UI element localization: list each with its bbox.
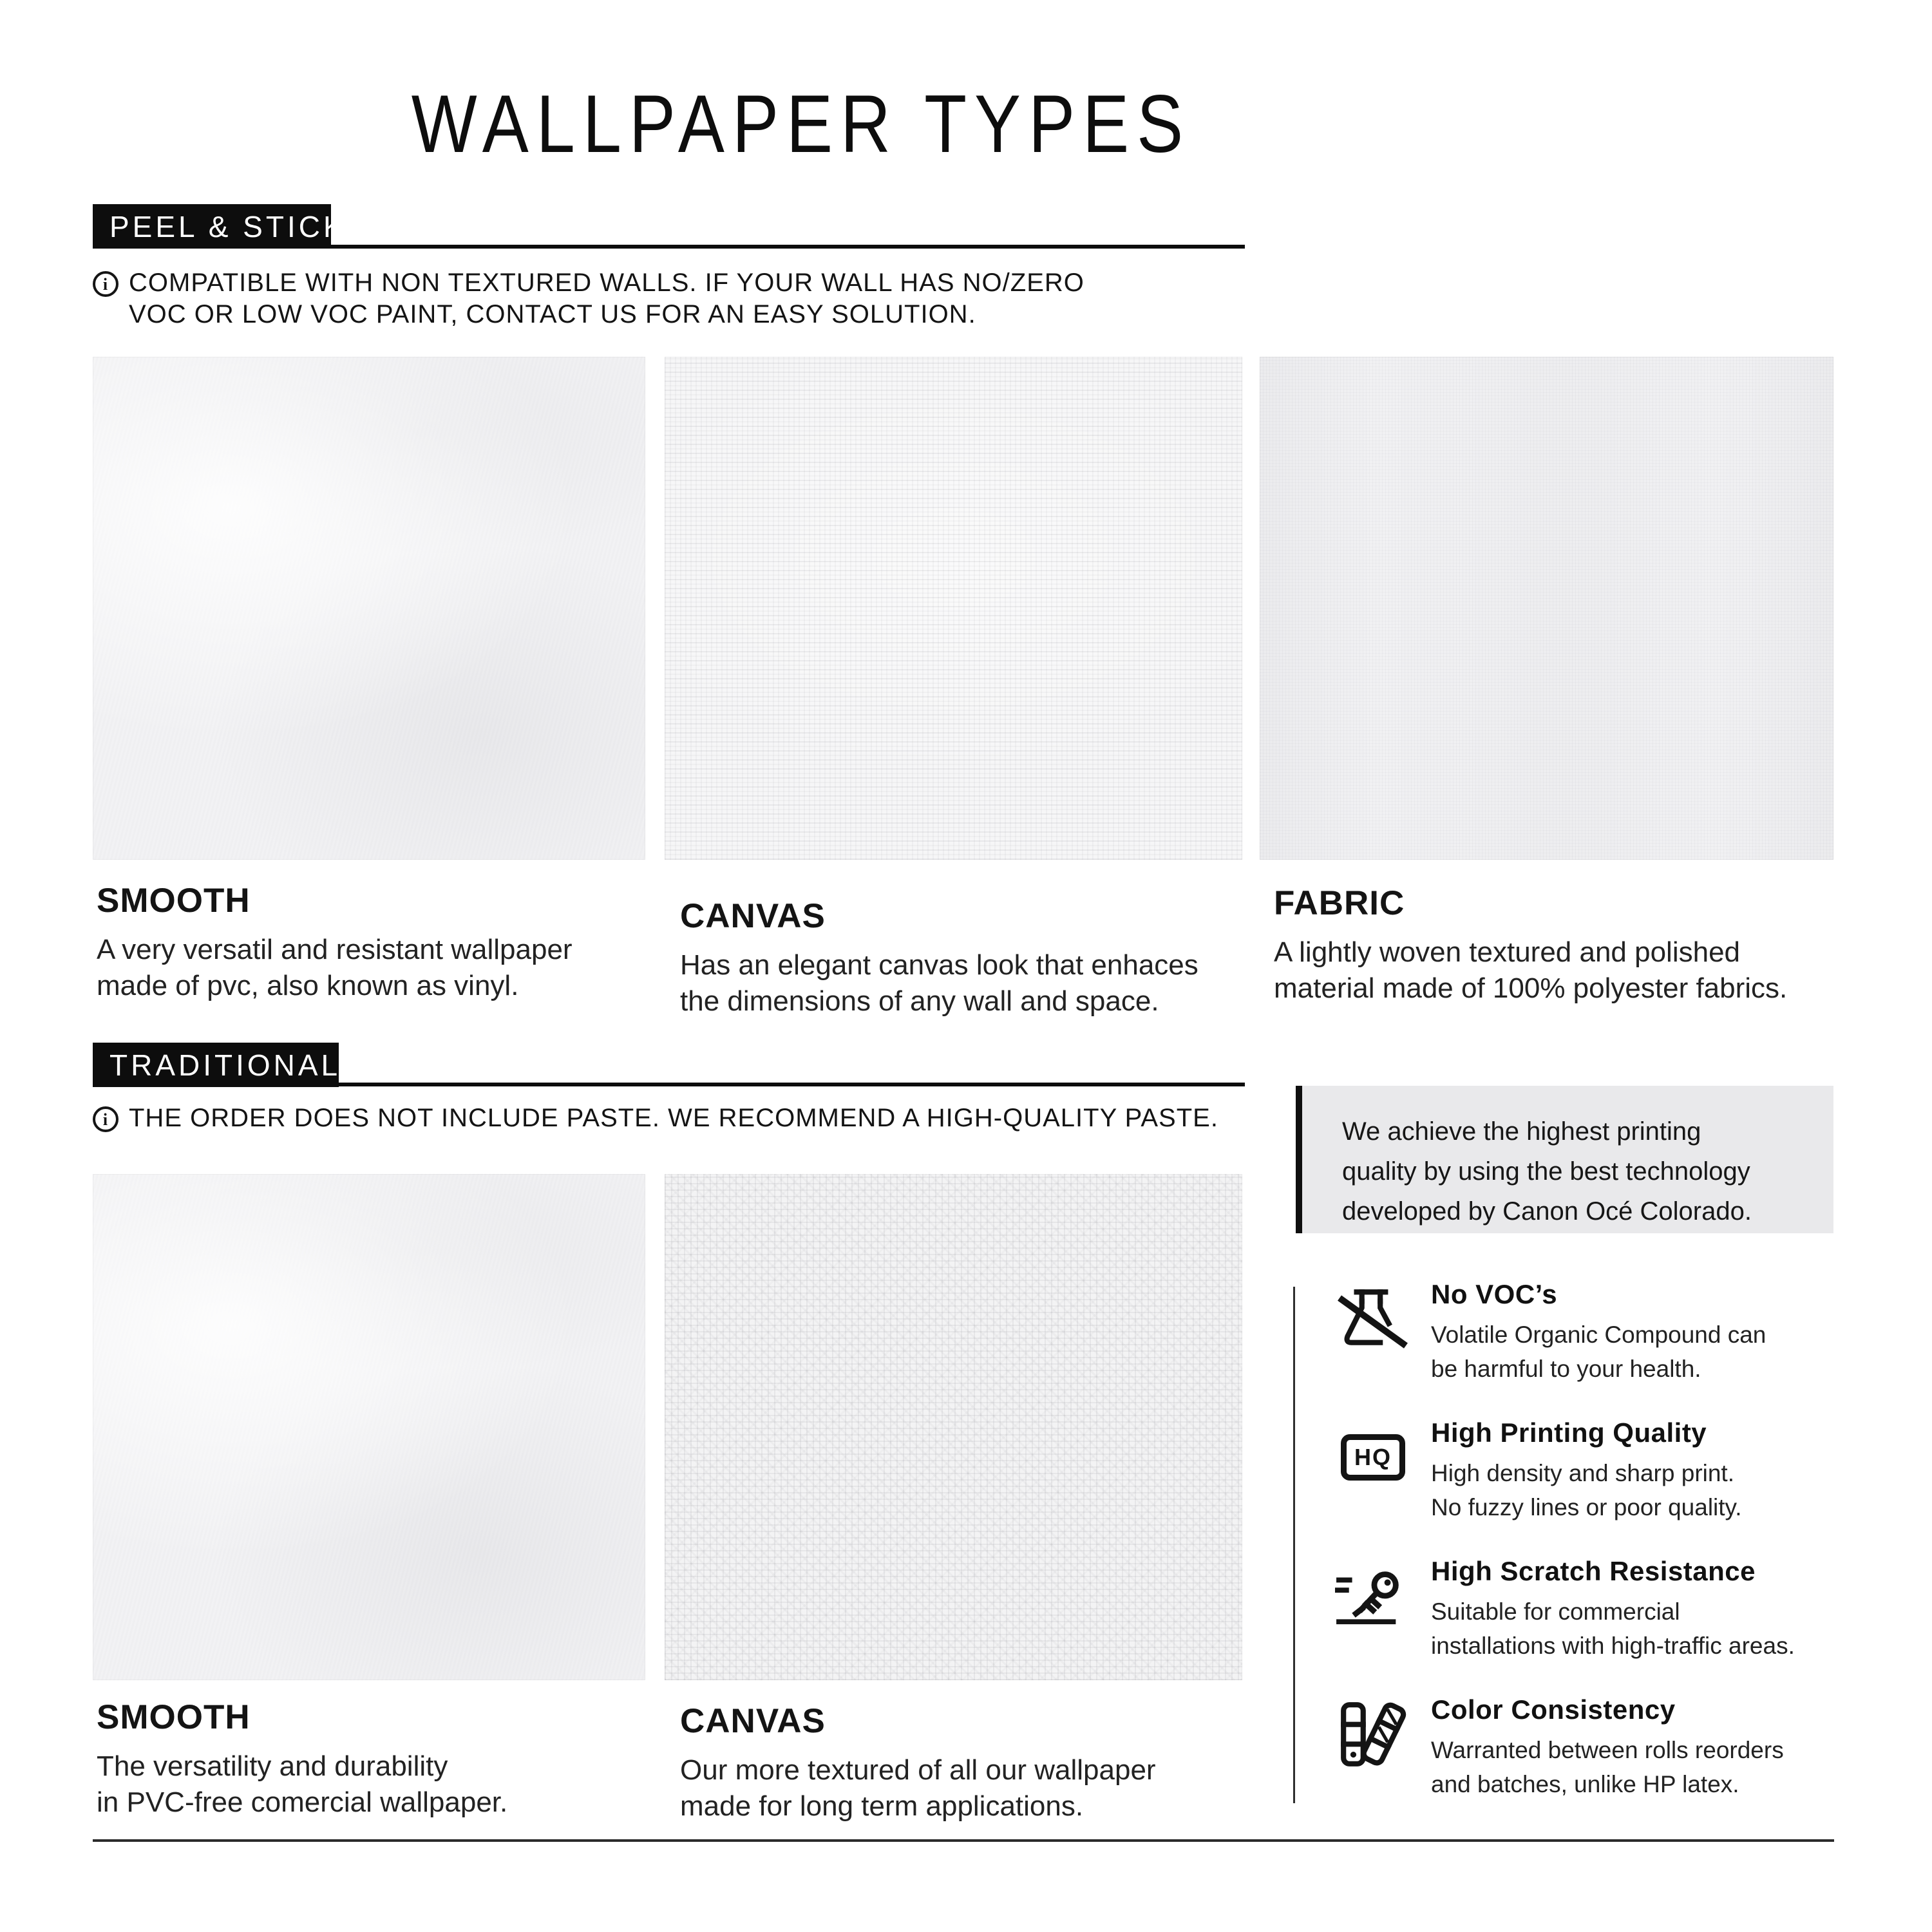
swatch-description <box>1274 934 1787 1007</box>
peel-stick-info <box>93 267 1084 330</box>
desc-line: A lightly woven textured and polished <box>1274 936 1741 968</box>
swatch-description <box>97 1748 507 1821</box>
swatch-title: CANVAS <box>680 897 826 935</box>
desc-line: Suitable for commercial <box>1431 1598 1680 1625</box>
page-title: WALLPAPER TYPES <box>411 77 1191 170</box>
color-swatches-icon <box>1334 1690 1412 1777</box>
caption-peel-stick-canvas <box>680 896 1198 1019</box>
caption-peel-stick-fabric <box>1274 884 1787 1007</box>
swatch-description <box>680 1752 1156 1824</box>
section-label-peel-stick: PEEL & STICK <box>93 204 331 249</box>
hq-badge-text: HQ <box>1341 1434 1405 1481</box>
desc-line: High density and sharp print. <box>1431 1460 1734 1486</box>
feature-title: High Scratch Resistance <box>1431 1556 1756 1586</box>
feature-title: No VOC’s <box>1431 1279 1558 1309</box>
desc-line: in PVC-free comercial wallpaper. <box>97 1786 508 1818</box>
swatch-description <box>680 947 1198 1019</box>
desc-line: The versatility and durability <box>97 1750 448 1782</box>
peel-stick-info-text <box>129 267 1084 330</box>
note-line: quality by using the best technology <box>1342 1157 1750 1186</box>
desc-line: Volatile Organic Compound can <box>1431 1321 1766 1348</box>
desc-line: the dimensions of any wall and space. <box>680 985 1159 1017</box>
desc-line: material made of 100% polyester fabrics. <box>1274 972 1788 1004</box>
feature-title: Color Consistency <box>1431 1694 1676 1725</box>
swatch-title: FABRIC <box>1274 884 1405 922</box>
desc-line: installations with high-traffic areas. <box>1431 1633 1795 1659</box>
info-line: VOC OR LOW VOC PAINT, CONTACT US FOR AN EASY SOLUTION. <box>129 300 976 328</box>
caption-peel-stick-smooth <box>97 881 573 1004</box>
desc-line: be harmful to your health. <box>1431 1356 1701 1382</box>
swatch-title: SMOOTH <box>97 1698 251 1736</box>
section-label-traditional: TRADITIONAL <box>93 1043 339 1087</box>
desc-line: and batches, unlike HP latex. <box>1431 1771 1739 1797</box>
desc-line: No fuzzy lines or poor quality. <box>1431 1494 1742 1520</box>
feature-description <box>1431 1318 1850 1386</box>
feature-high-printing-quality <box>1334 1417 1850 1524</box>
swatch-peel-stick-canvas <box>665 357 1242 860</box>
note-line: developed by Canon Océ Colorado. <box>1342 1197 1752 1226</box>
desc-line: Has an elegant canvas look that enhaces <box>680 949 1198 981</box>
swatch-traditional-smooth <box>93 1174 645 1680</box>
caption-traditional-smooth <box>97 1698 507 1821</box>
traditional-info-text <box>129 1103 1218 1134</box>
hq-badge-icon <box>1334 1414 1412 1501</box>
feature-title: High Printing Quality <box>1431 1417 1707 1448</box>
desc-line: A very versatil and resistant wallpaper <box>97 934 573 965</box>
no-voc-flask-icon <box>1334 1275 1412 1362</box>
info-icon: i <box>93 1106 118 1132</box>
printing-quality-note <box>1302 1086 1833 1233</box>
info-icon: i <box>93 271 118 297</box>
swatch-description <box>97 932 573 1004</box>
note-accent-bar <box>1296 1086 1302 1233</box>
info-line: THE ORDER DOES NOT INCLUDE PASTE. WE RECOMMEND A HIGH-QUALITY PASTE. <box>129 1104 1218 1132</box>
feature-description <box>1431 1733 1850 1801</box>
desc-line: made of pvc, also known as vinyl. <box>97 970 519 1001</box>
caption-traditional-canvas <box>680 1701 1156 1824</box>
swatch-title: CANVAS <box>680 1702 826 1740</box>
feature-description <box>1431 1595 1850 1663</box>
swatch-peel-stick-fabric <box>1260 357 1833 860</box>
swatch-peel-stick-smooth <box>93 357 645 860</box>
swatch-traditional-canvas <box>665 1174 1242 1680</box>
bottom-divider-line <box>93 1839 1834 1842</box>
desc-line: Our more textured of all our wallpaper <box>680 1754 1156 1786</box>
feature-color-consistency <box>1334 1694 1850 1801</box>
features-divider-line <box>1293 1287 1295 1803</box>
desc-line: made for long term applications. <box>680 1790 1084 1822</box>
key-scratch-icon <box>1334 1552 1412 1639</box>
feature-high-scratch-resistance <box>1334 1556 1850 1663</box>
desc-line: Warranted between rolls reorders <box>1431 1737 1784 1763</box>
note-line: We achieve the highest printing <box>1342 1117 1701 1146</box>
swatch-title: SMOOTH <box>97 882 251 920</box>
traditional-info <box>93 1103 1218 1134</box>
feature-no-voc <box>1334 1279 1850 1386</box>
info-line: COMPATIBLE WITH NON TEXTURED WALLS. IF YOUR WALL HAS NO/ZERO <box>129 269 1084 297</box>
feature-description <box>1431 1456 1850 1524</box>
